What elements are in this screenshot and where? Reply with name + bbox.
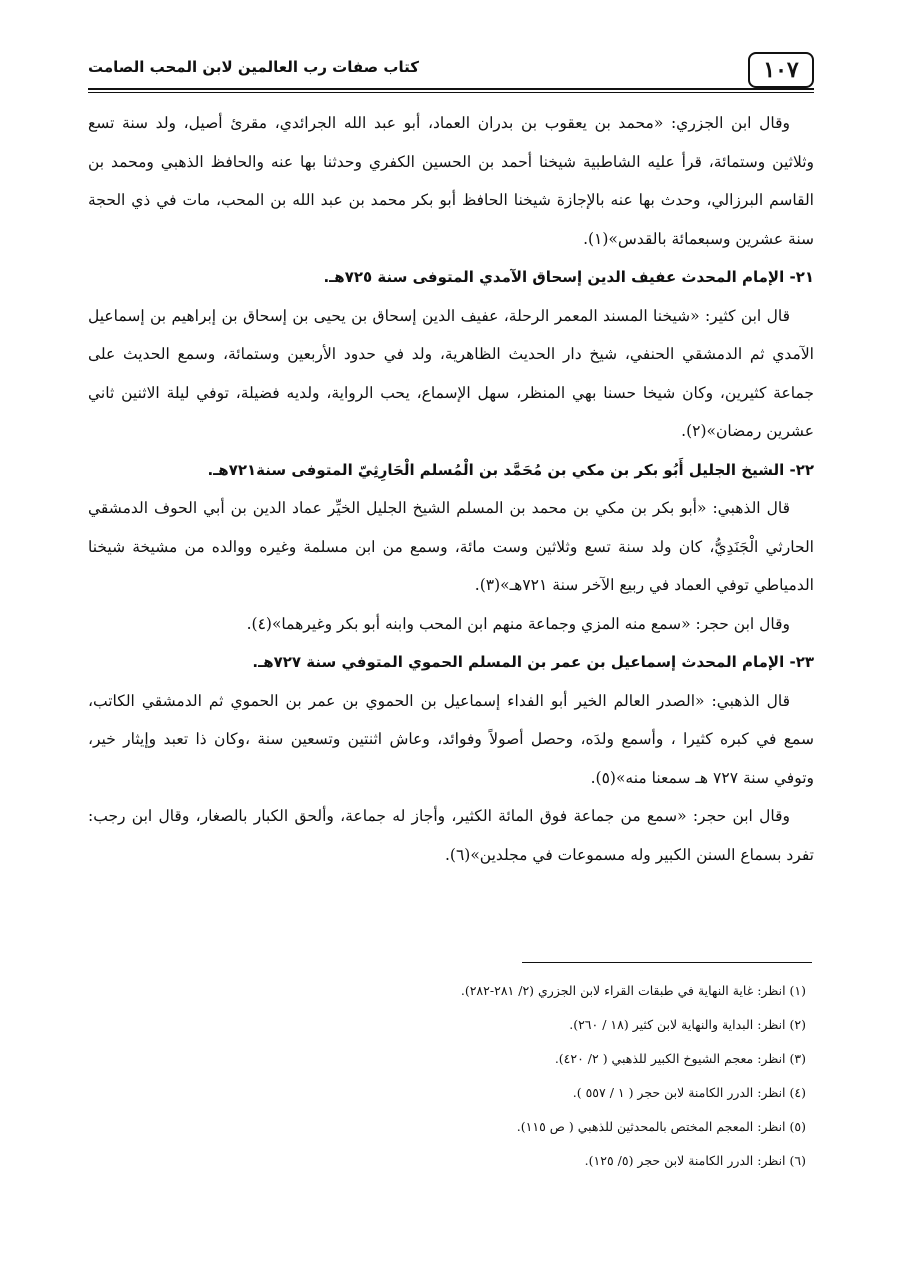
- paragraph-ibn-kathir: قال ابن كثير: «شيخنا المسند المعمر الرحلة، عفيف الدين إسحاق بن يحيى بن إسحاق بن إبراهيم بن إسماعيل الآمدي ثم الدمشقي الحنفي، شيخ دار الحديث الظاهرية، ولد في حدود الأربعين وستمائة، وسمع الحديث على جماعة كثيرين، وكان شيخا حسنا بهي المنظر، سهل الإسماع، يحب الرواية، ولديه فضيلة، توفي ليلة الاثنين ثاني عشرين رمضان»(٢).: [88, 306, 814, 440]
- paragraph-ibn-aljazari: وقال ابن الجزري: «محمد بن يعقوب بن بدران العماد، أبو عبد الله الجرائدي، مقرئ أصيل، ولد سنة تسع وثلاثين وستمائة، قرأ عليه الشاطبية شيخنا أحمد بن الحسين الكفري وحدثنا بها عنه والحافظ الذهبي ومحمد بن القاسم البرزالي، وحدث بها عنه بالإجازة شيخنا الحافظ أبو بكر محمد بن عبد الله بن المحب، مات في ذي الحجة سنة عشرين وسبعمائة بالقدس»(١).: [88, 114, 814, 248]
- footnote-5: (٥) انظر: المعجم المختص بالمحدثين للذهبي ( ص ١١٥).: [516, 1119, 806, 1134]
- running-header: [88, 52, 814, 92]
- heading-23: ٢٣- الإمام المحدث إسماعيل بن عمر بن المسلم الحموي المتوفي سنة ٧٢٧هـ.: [252, 653, 814, 671]
- paragraph-ibn-hajar-1: وقال ابن حجر: «سمع منه المزي وجماعة منهم ابن المحب وابنه أبو بكر وغيرهما»(٤).: [246, 614, 790, 633]
- paragraph-ibn-hajar-2: وقال ابن حجر: «سمع من جماعة فوق المائة الكثير، وأجاز له جماعة، وألحق الكبار بالصغار، وقال ابن رجب: تفرد بسماع السنن الكبير وله مسموعات في مجلدين»(٦).: [88, 807, 814, 864]
- footnotes: [86, 974, 812, 1178]
- header-rule-thin: [88, 92, 814, 93]
- footnote-6: (٦) انظر: الدرر الكامنة لابن حجر (٥/ ١٢٥).: [584, 1153, 806, 1168]
- footnote-separator: [522, 962, 812, 963]
- book-title: كتاب صفات رب العالمين لابن المحب الصامت: [88, 58, 419, 76]
- page-number: ١٠٧: [748, 52, 814, 88]
- footnote-3: (٣) انظر: معجم الشيوخ الكبير للذهبي ( ٢/ ٤٢٠).: [554, 1051, 806, 1066]
- footnote-1: (١) انظر: غاية النهاية في طبقات القراء لابن الجزري (٢/ ٢٨١-٢٨٢).: [460, 983, 806, 998]
- footnote-4: (٤) انظر: الدرر الكامنة لابن حجر ( ١ / ٥٥٧ ).: [572, 1085, 806, 1100]
- paragraph-dhahabi-1: قال الذهبي: «أبو بكر بن مكي بن محمد بن المسلم الشيخ الجليل الخيِّر عماد الدين بن أبي الحوف الدمشقي الحارثي الْجَنَدِيُّ، كان ولد سنة تسع وثلاثين وست مائة، وسمع من ابن مسلمة وغيره ووالده من مشيخة شيخنا الدمياطي توفي العماد في ربيع الآخر سنة ٧٢١هـ»(٣).: [88, 499, 814, 594]
- header-rule: [88, 88, 814, 90]
- footnote-2: (٢) انظر: البداية والنهاية لابن كثير (١٨ / ٢٦٠).: [569, 1017, 806, 1032]
- heading-22: ٢٢- الشيخ الجليل أَبُو بكر بن مكي بن مُحَمَّد بن الْمُسلم الْحَارِثِيّ المتوفى سنة٧٢١هـ.: [207, 460, 814, 479]
- heading-21: ٢١- الإمام المحدث عفيف الدين إسحاق الآمدي المتوفى سنة ٧٢٥هـ.: [323, 268, 814, 286]
- paragraph-dhahabi-2: قال الذهبي: «الصدر العالم الخير أبو الفداء إسماعيل بن الحموي بن عمر بن الحموي ثم الدمشقي الكاتب، سمع في كبره كثيرا ، وأسمع ولدَه، وحصل أصولاً وفوائد، وعاش اثنتين وتسعين سنة ،وكان ذا تعبد وإيثار خير، وتوفي سنة ٧٢٧ هـ سمعنا منه»(٥).: [88, 691, 814, 787]
- main-text: [88, 104, 814, 874]
